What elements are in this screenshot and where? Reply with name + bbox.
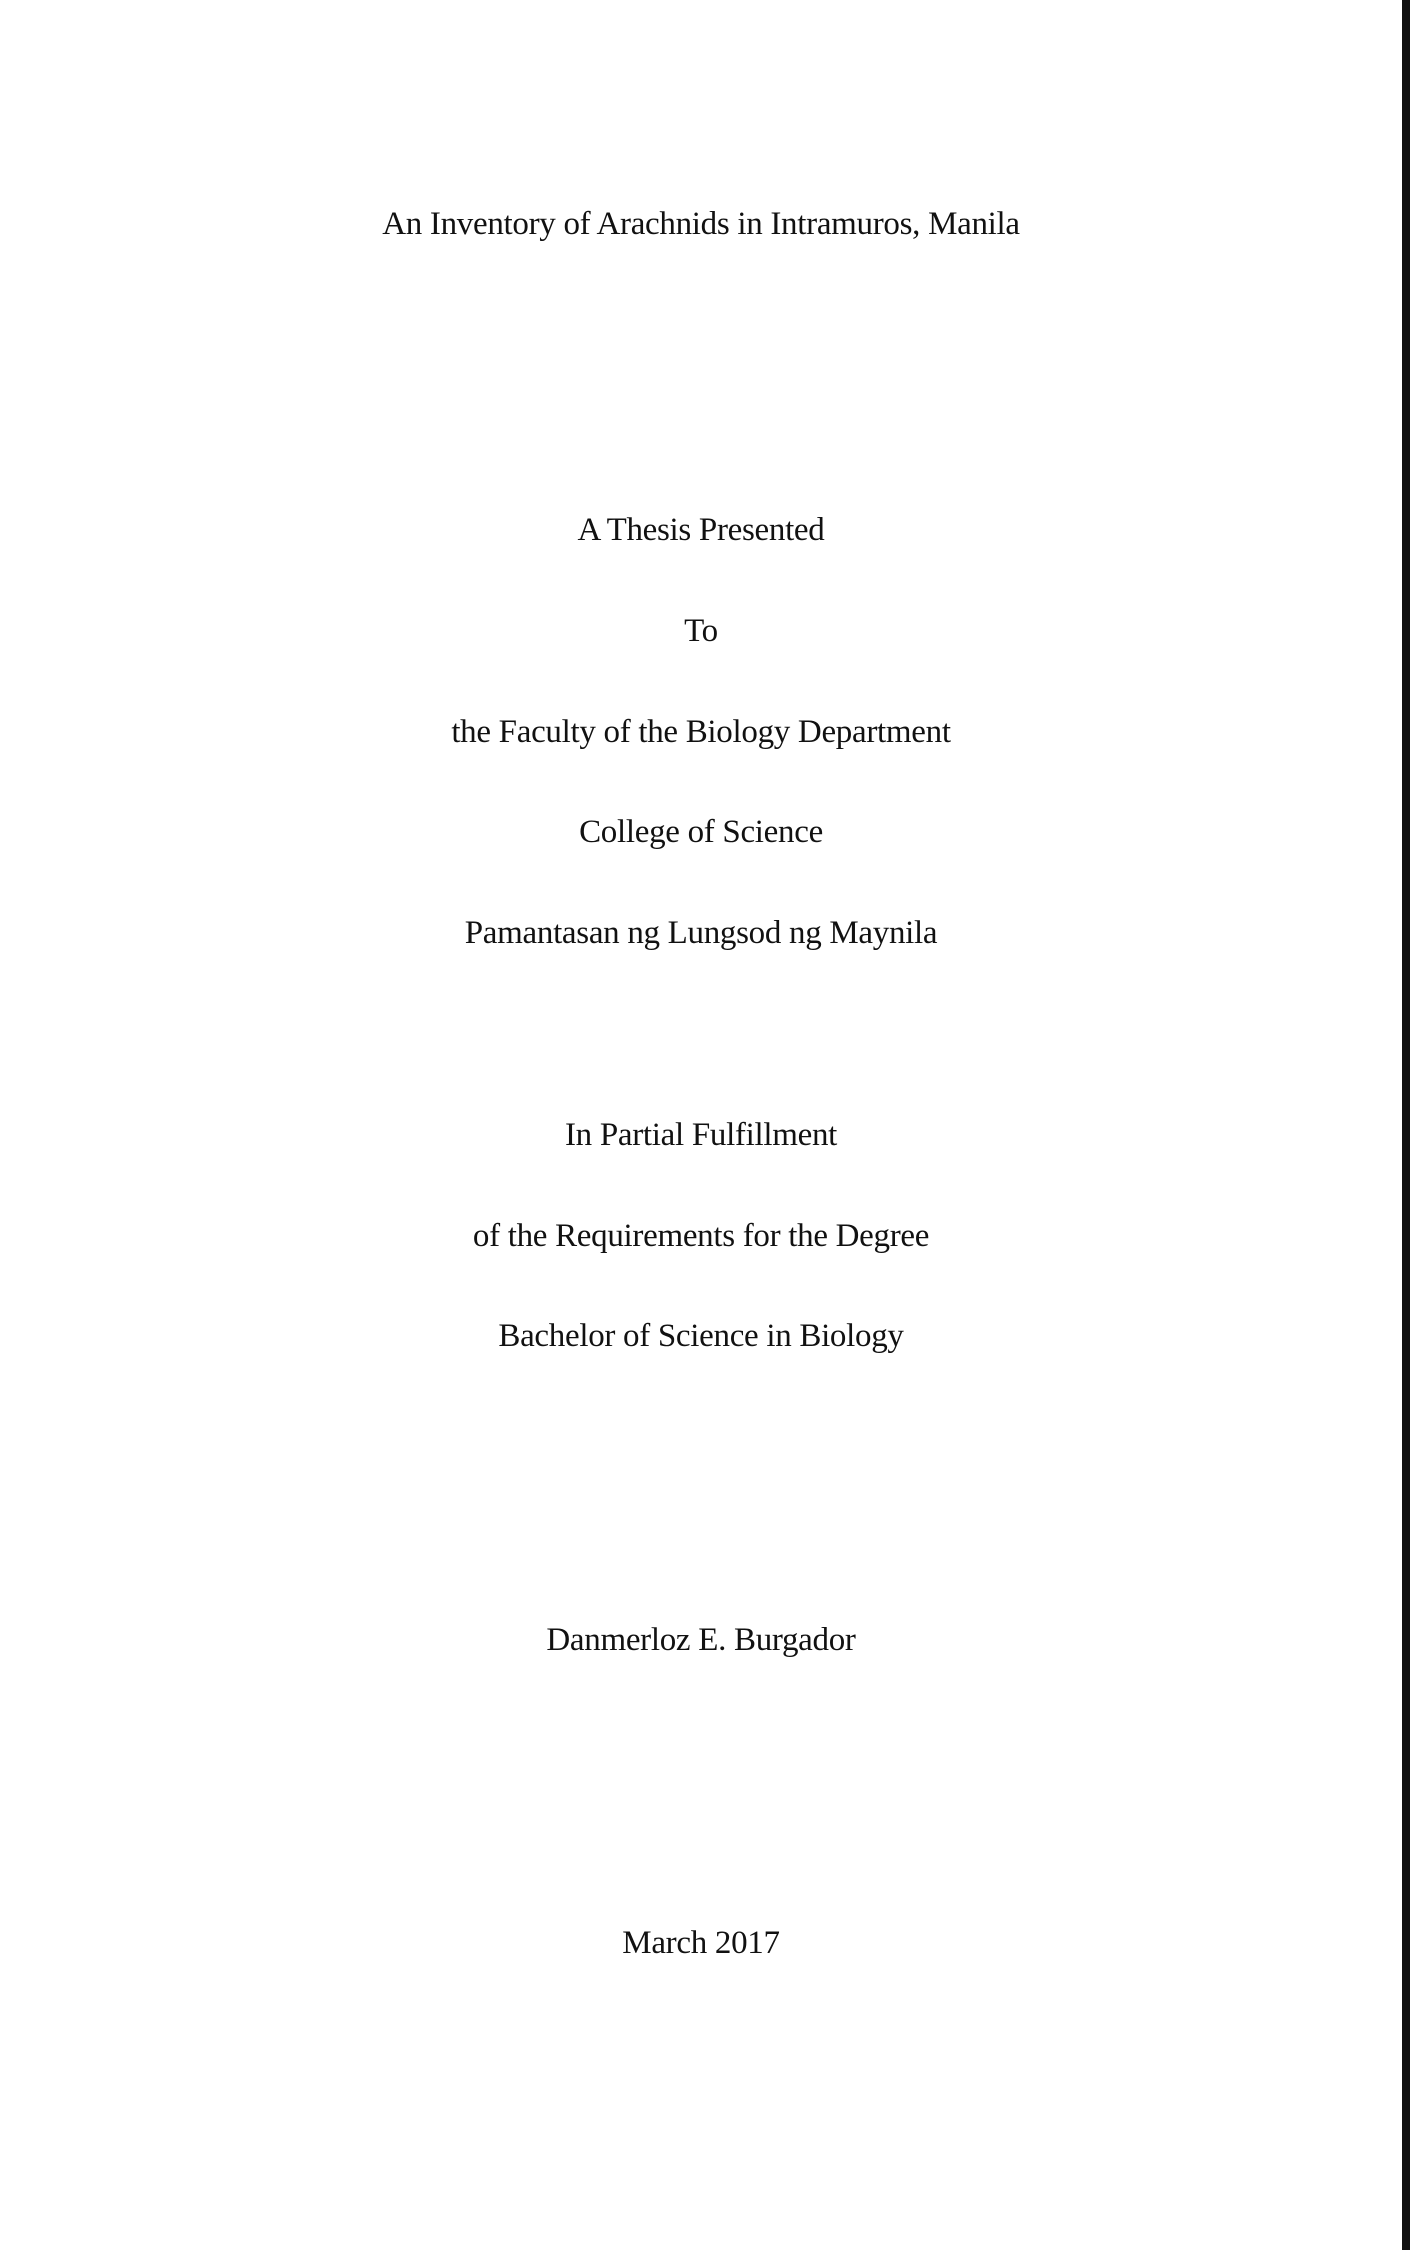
partial-fulfillment-line: In Partial Fulfillment: [564, 1117, 838, 1153]
university-line: Pamantasan ng Lungsod ng Maynila: [464, 915, 938, 951]
to-line: To: [684, 613, 718, 649]
page-edge-rule: [1402, 0, 1410, 2250]
requirements-line: of the Requirements for the Degree: [472, 1218, 930, 1254]
author-name: Danmerloz E. Burgador: [546, 1622, 856, 1658]
college-line: College of Science: [579, 814, 823, 850]
presented-line: A Thesis Presented: [577, 512, 825, 548]
faculty-line: the Faculty of the Biology Department: [451, 714, 951, 750]
degree-line: Bachelor of Science in Biology: [498, 1318, 904, 1354]
submission-date: March 2017: [622, 1925, 780, 1961]
thesis-title: An Inventory of Arachnids in Intramuros, Manila: [382, 206, 1020, 242]
